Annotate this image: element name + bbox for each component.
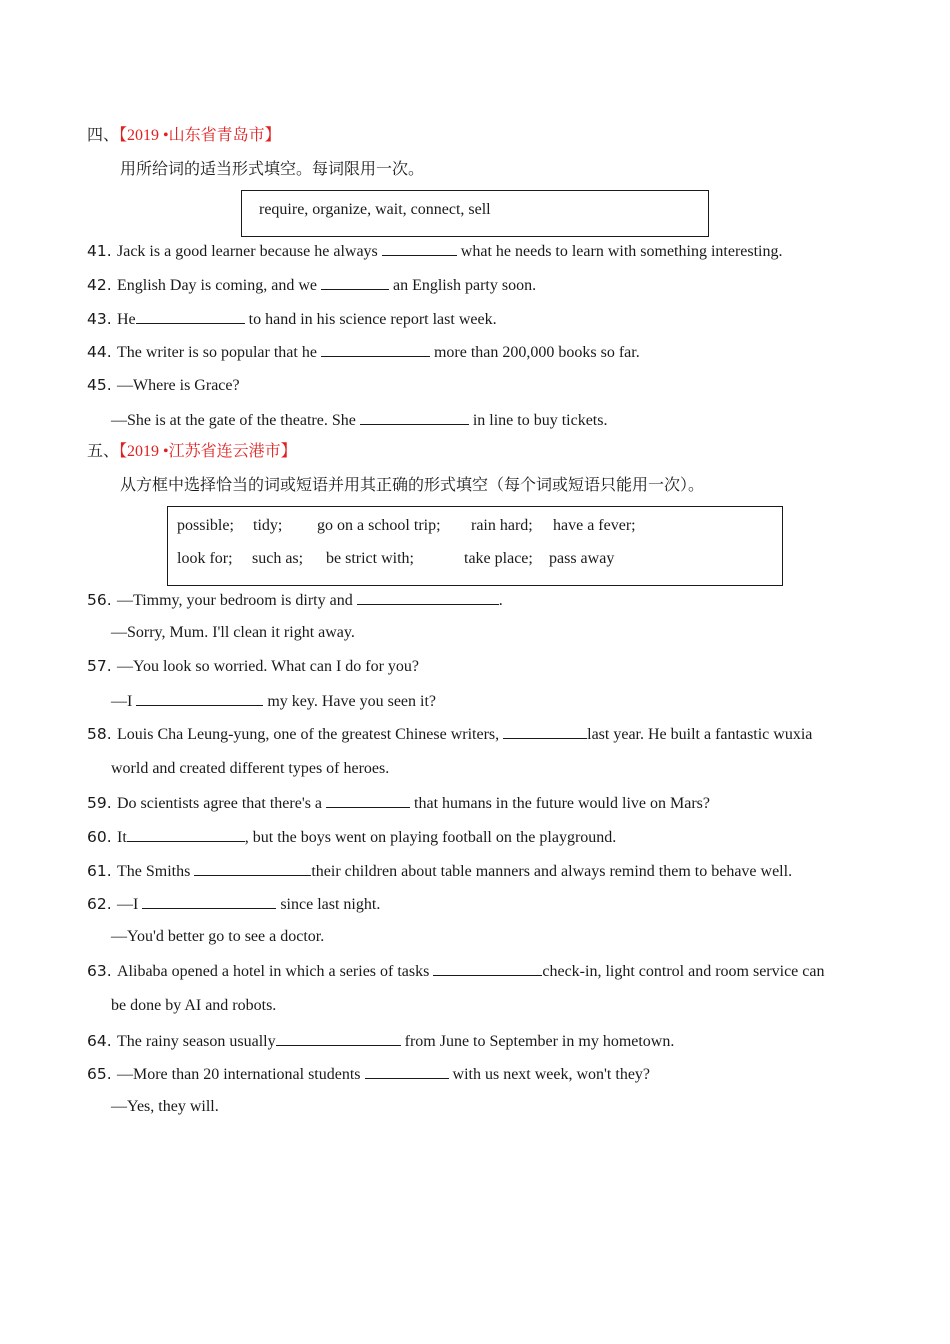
question-text: The rainy season usually (117, 1033, 276, 1050)
answer-blank[interactable] (276, 1030, 401, 1046)
question-text: Do scientists agree that there's a (117, 795, 327, 812)
section-4-header (87, 126, 281, 146)
question-44 (87, 341, 640, 363)
question-62-line-2: —You'd better go to see a doctor. (111, 928, 325, 945)
question-text: Jack is a good learner because he always (117, 243, 382, 260)
question-number: 41. (87, 242, 112, 260)
question-text: —Timmy, your bedroom is dirty and (117, 592, 357, 609)
question-number: 43. (87, 310, 112, 328)
question-56 (87, 589, 503, 611)
question-58-line-2: world and created different types of heroes. (111, 760, 390, 777)
answer-blank[interactable] (194, 860, 311, 876)
answer-blank[interactable] (365, 1063, 449, 1079)
answer-blank[interactable] (382, 240, 457, 256)
question-65-line-2: —Yes, they will. (111, 1098, 219, 1115)
answer-blank[interactable] (321, 341, 430, 357)
question-63-line-2: be done by AI and robots. (111, 997, 277, 1014)
question-text: their children about table manners and always remind them to behave well. (311, 863, 793, 880)
question-42 (87, 274, 536, 296)
question-58 (87, 723, 812, 745)
question-text: to hand in his science report last week. (244, 311, 497, 328)
question-number: 45. (87, 376, 112, 394)
word-box-item: take place; (464, 550, 533, 567)
question-text: Louis Cha Leung-yung, one of the greatest Chinese writers, (117, 726, 504, 743)
question-text: English Day is coming, and we (117, 277, 321, 294)
word-box-item: possible; (177, 517, 234, 534)
question-number: 57. (87, 657, 112, 675)
section-4-number: 四、 (87, 127, 120, 144)
question-number: 61. (87, 862, 112, 880)
answer-blank[interactable] (357, 589, 499, 605)
question-43 (87, 308, 497, 330)
question-text: —I (117, 896, 143, 913)
section-5-source: 【2019 •江苏省连云港市】 (119, 443, 297, 460)
section-4-instruction: 用所给词的适当形式填空。每词限用一次。 (120, 161, 425, 178)
word-box-text: require, organize, wait, connect, sell (259, 201, 491, 218)
question-number: 65. (87, 1065, 112, 1083)
question-57 (87, 656, 419, 677)
question-text: . (498, 592, 503, 609)
answer-blank[interactable] (326, 792, 410, 808)
section-4-source: 【2019 •山东省青岛市】 (119, 127, 281, 144)
question-text: He (117, 311, 136, 328)
question-56-line-2: —Sorry, Mum. I'll clean it right away. (111, 624, 355, 641)
question-text: what he needs to learn with something interesting. (456, 243, 783, 260)
question-text: —More than 20 international students (117, 1066, 365, 1083)
question-text: , but the boys went on playing football on the playground. (244, 829, 617, 846)
question-text: in line to buy tickets. (468, 412, 608, 429)
section-4-word-box (241, 190, 709, 237)
question-62 (87, 893, 380, 915)
section-5-number: 五、 (87, 443, 120, 460)
question-text: with us next week, won't they? (448, 1066, 651, 1083)
question-text: an English party soon. (388, 277, 537, 294)
question-text: It (117, 829, 127, 846)
answer-blank[interactable] (321, 274, 389, 290)
section-5-word-box (167, 506, 783, 586)
answer-blank[interactable] (127, 826, 245, 842)
question-text: —You look so worried. What can I do for you? (117, 658, 420, 675)
question-text: Alibaba opened a hotel in which a series of tasks (117, 963, 434, 980)
word-box-item: look for; (177, 550, 233, 567)
question-number: 64. (87, 1032, 112, 1050)
question-number: 59. (87, 794, 112, 812)
answer-blank[interactable] (136, 690, 263, 706)
word-box-item: be strict with; (326, 550, 414, 567)
question-45-line-2 (111, 409, 607, 431)
section-5-header (87, 442, 297, 462)
question-number: 62. (87, 895, 112, 913)
word-box-item: tidy; (253, 517, 283, 534)
question-65 (87, 1063, 650, 1085)
word-box-item: pass away (549, 550, 615, 567)
word-box-item: such as; (252, 550, 304, 567)
question-63 (87, 960, 824, 982)
answer-blank[interactable] (360, 409, 469, 425)
question-57-line-2 (111, 690, 436, 712)
answer-blank[interactable] (142, 893, 276, 909)
question-41 (87, 240, 782, 262)
question-text: The Smiths (117, 863, 195, 880)
question-text: —Where is Grace? (117, 377, 240, 394)
question-number: 58. (87, 725, 112, 743)
question-text: since last night. (276, 896, 381, 913)
question-text: that humans in the future would live on Mars? (410, 795, 710, 812)
question-text: The writer is so popular that he (117, 344, 321, 361)
question-text: from June to September in my hometown. (400, 1033, 675, 1050)
word-box-item: go on a school trip; (317, 517, 441, 534)
question-number: 63. (87, 962, 112, 980)
question-59 (87, 792, 710, 814)
question-number: 42. (87, 276, 112, 294)
question-number: 60. (87, 828, 112, 846)
question-text: —She is at the gate of the theatre. She (111, 412, 360, 429)
question-text: last year. He built a fantastic wuxia (587, 726, 813, 743)
question-number: 56. (87, 591, 112, 609)
question-number: 44. (87, 343, 112, 361)
question-64 (87, 1030, 674, 1052)
question-text: more than 200,000 books so far. (429, 344, 640, 361)
section-5-instruction: 从方框中选择恰当的词或短语并用其正确的形式填空（每个词或短语只能用一次）。 (120, 477, 705, 494)
question-text: —I (111, 693, 137, 710)
question-60 (87, 826, 616, 848)
question-text: my key. Have you seen it? (263, 693, 437, 710)
word-box-item: rain hard; (471, 517, 533, 534)
question-61 (87, 860, 792, 882)
question-45 (87, 375, 240, 396)
answer-blank[interactable] (503, 723, 587, 739)
answer-blank[interactable] (433, 960, 542, 976)
question-text: check-in, light control and room service can (542, 963, 825, 980)
answer-blank[interactable] (136, 308, 245, 324)
word-box-item: have a fever; (553, 517, 636, 534)
